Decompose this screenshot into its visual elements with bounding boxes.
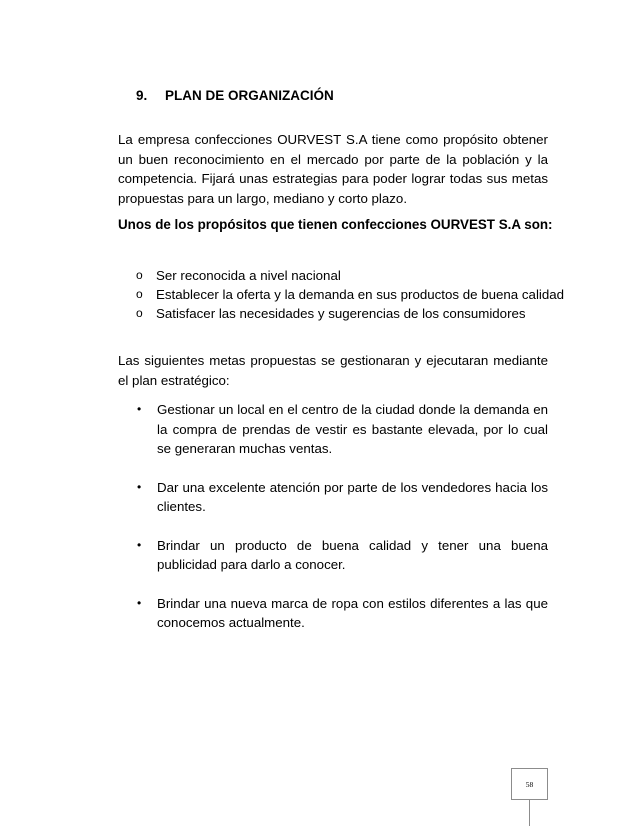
circle-bullet-icon: o [136, 287, 143, 301]
list-item-text: Ser reconocida a nivel nacional [156, 268, 341, 283]
list-item [136, 400, 548, 459]
purposes-subheading: Unos de los propósitos que tienen confecciones OURVEST S.A son: [118, 217, 553, 232]
list-item-text: Brindar un producto de buena calidad y tener una buena publicidad para darlo a conocer. [157, 537, 548, 572]
bullet-icon: • [137, 479, 142, 494]
list-item-text: Gestionar un local en el centro de la ciudad donde la demanda en la compra de prendas de vestir es bastante elevada, por lo cual se generaran muchas ventas. [157, 402, 548, 456]
list-item-text: Satisfacer las necesidades y sugerencias de los consumidores [156, 306, 526, 321]
goals-intro-paragraph: Las siguientes metas propuestas se gestionaran y ejecutaran mediante el plan estratégico: [118, 353, 548, 388]
bullet-icon: • [137, 402, 142, 416]
section-heading [136, 88, 334, 103]
page-number-rule [529, 800, 530, 826]
list-item [136, 536, 548, 575]
purposes-list [136, 266, 564, 323]
bullet-icon: • [137, 537, 142, 552]
section-number: 9. [136, 88, 148, 103]
list-item-text: Brindar una nueva marca de ropa con estilos diferentes a las que conocemos actualmente. [157, 595, 548, 630]
list-item-text: Establecer la oferta y la demanda en sus productos de buena calidad [156, 287, 565, 302]
list-item [136, 594, 548, 633]
list-item [136, 478, 548, 517]
page-number: 58 [525, 779, 534, 789]
intro-paragraph: La empresa confecciones OURVEST S.A tiene como propósito obtener un buen reconocimiento en el mercado por parte de la población y la competencia. Fijará unas estrategias para poder lograr todas sus metas propuestas para un largo, mediano y corto plazo. [118, 132, 548, 206]
page-number-box [511, 768, 548, 800]
bullet-icon: • [137, 595, 142, 610]
goals-list [136, 400, 548, 633]
circle-bullet-icon: o [136, 306, 143, 320]
list-item [136, 285, 564, 304]
section-title: PLAN DE ORGANIZACIÓN [165, 88, 334, 103]
list-item-text: Dar una excelente atención por parte de los vendedores hacia los clientes. [157, 479, 548, 514]
list-item [136, 266, 564, 285]
circle-bullet-icon: o [136, 268, 143, 282]
list-item [136, 304, 564, 323]
